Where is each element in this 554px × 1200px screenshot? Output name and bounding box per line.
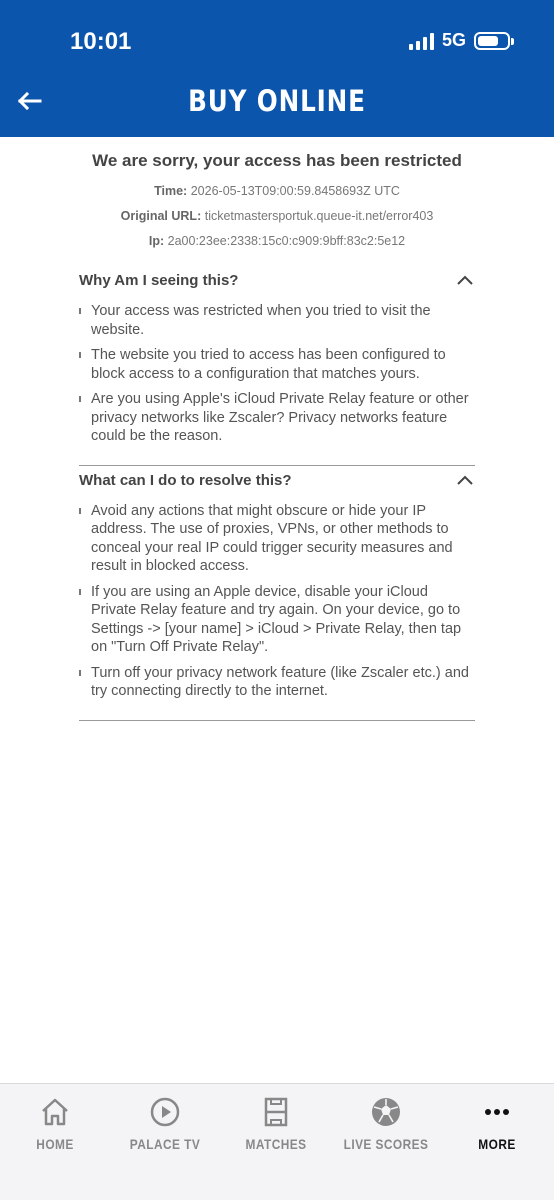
tab-palace-tv[interactable] [110, 1096, 220, 1152]
section-why-list [79, 296, 475, 465]
ip-label: Ip: [148, 234, 165, 248]
url-value: ticketmastersportuk.queue-it.net/error403 [204, 209, 434, 223]
list-item: If you are using an Apple device, disable your iCloud Private Relay feature and try again. On your device, go to Settings -> [your name] > iCloud > Private Relay, then tap on "Turn Off Private Relay". [79, 583, 475, 657]
more-dots-icon [481, 1096, 513, 1128]
time-value: 2026-05-13T09:00:59.8458693Z UTC [190, 184, 400, 198]
tab-palace-tv-label: PALACE TV [129, 1136, 201, 1152]
list-item: Your access was restricted when you tried to visit the website. [79, 302, 475, 339]
error-time [79, 184, 475, 198]
back-arrow-icon[interactable] [14, 86, 44, 116]
tab-home[interactable] [0, 1096, 110, 1152]
status-indicators [409, 30, 510, 51]
list-item: The website you tried to access has been configured to block access to a configuration that matches yours. [79, 346, 475, 383]
section-why-title: Why Am I seeing this? [79, 272, 239, 289]
home-icon [39, 1096, 71, 1128]
section-resolve-title: What can I do to resolve this? [79, 471, 292, 489]
error-content [79, 137, 475, 721]
section-resolve-header[interactable] [79, 472, 475, 496]
bottom-tab-bar [0, 1083, 554, 1200]
time-label: Time: [154, 184, 188, 198]
chevron-up-icon[interactable] [457, 475, 473, 485]
list-item: Turn off your privacy network feature (like Zscaler etc.) and try connecting directly to the internet. [79, 664, 475, 701]
section-why-header[interactable] [79, 272, 475, 296]
tab-more-label: MORE [478, 1136, 516, 1152]
app-header [0, 0, 554, 137]
list-item: Avoid any actions that might obscure or hide your IP address. The use of proxies, VPNs, or other methods to conceal your real IP could trigger security measures and result in blocked access. [79, 502, 475, 576]
section-resolve [79, 472, 475, 721]
tab-more[interactable] [442, 1096, 552, 1152]
tab-matches[interactable] [221, 1096, 331, 1152]
network-type: 5G [441, 30, 466, 50]
football-icon [370, 1096, 402, 1128]
error-ip [79, 234, 475, 248]
list-item: Are you using Apple's iCloud Private Relay feature or other privacy networks like Zscaler? Privacy networks feature could be the reason. [79, 390, 475, 446]
signal-icon [409, 32, 434, 50]
url-label: Original URL: [120, 209, 202, 223]
tab-home-label: HOME [36, 1136, 74, 1152]
chevron-up-icon[interactable] [457, 275, 473, 285]
ip-value: 2a00:23ee:2338:15c0:c909:9bff:83c2:5e12 [167, 234, 406, 248]
tab-live-scores-label: LIVE SCORES [343, 1136, 429, 1152]
section-why [79, 272, 475, 466]
tab-matches-label: MATCHES [245, 1136, 307, 1152]
tab-live-scores[interactable] [331, 1096, 441, 1152]
page-title: BUY ONLINE [188, 84, 366, 118]
play-icon [149, 1096, 181, 1128]
pitch-icon [260, 1096, 292, 1128]
status-time: 10:01 [70, 28, 132, 55]
error-url [79, 209, 475, 223]
error-heading: We are sorry, your access has been restricted [92, 151, 462, 170]
section-resolve-list [79, 496, 475, 720]
battery-icon [474, 32, 510, 50]
